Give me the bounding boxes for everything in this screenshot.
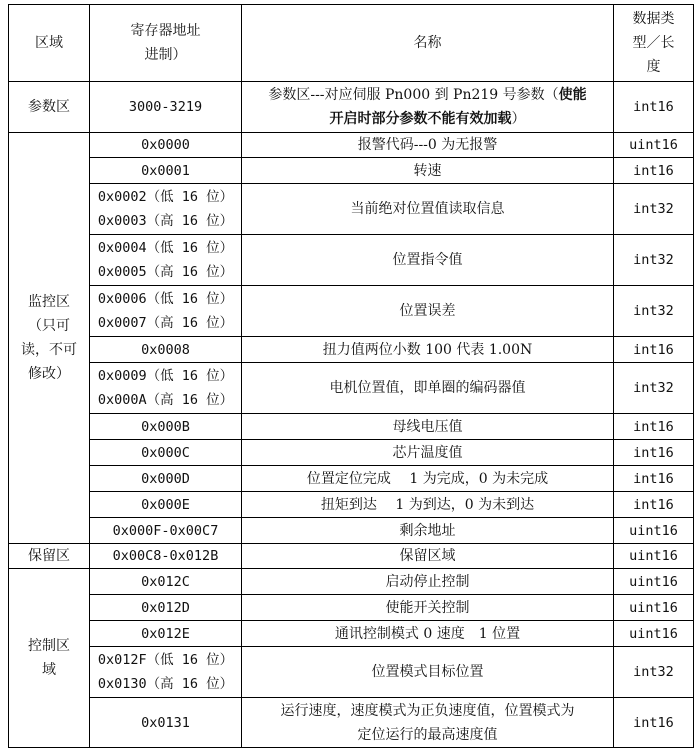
register-type: uint16 xyxy=(614,569,694,595)
reserved-name: 保留区域 xyxy=(242,544,614,569)
table-row xyxy=(9,414,694,440)
register-address: 0x0008 xyxy=(90,337,242,363)
register-type: uint16 xyxy=(614,595,694,621)
register-address: 0x0001 xyxy=(90,158,242,184)
register-address: 0x0004（低 16 位） 0x0005（高 16 位） xyxy=(90,235,242,286)
register-address: 0x012F（低 16 位） 0x0130（高 16 位） xyxy=(90,647,242,698)
register-name: 位置定位完成 1 为完成，0 为未完成 xyxy=(242,466,614,492)
register-address: 0x012C xyxy=(90,569,242,595)
register-name: 运行速度，速度模式为正负速度值，位置模式为 定位运行的最高速度值 xyxy=(242,698,614,748)
register-type: int16 xyxy=(614,698,694,748)
register-type: int16 xyxy=(614,466,694,492)
register-type: uint16 xyxy=(614,133,694,158)
table-row xyxy=(9,569,694,595)
register-name: 位置误差 xyxy=(242,286,614,337)
table-row xyxy=(9,698,694,748)
register-name: 报警代码---0 为无报警 xyxy=(242,133,614,158)
table-row xyxy=(9,518,694,544)
table-row xyxy=(9,235,694,286)
header-row xyxy=(9,5,694,82)
register-type: int32 xyxy=(614,184,694,235)
control-area: 控制区 域 xyxy=(9,569,90,748)
register-address: 0x000D xyxy=(90,466,242,492)
register-address: 0x0131 xyxy=(90,698,242,748)
register-name: 扭力值两位小数 100 代表 1.00N xyxy=(242,337,614,363)
register-address: 0x000F-0x00C7 xyxy=(90,518,242,544)
register-name: 通讯控制模式 0 速度 1 位置 xyxy=(242,621,614,647)
register-type: int32 xyxy=(614,363,694,414)
register-name: 母线电压值 xyxy=(242,414,614,440)
register-type: int32 xyxy=(614,647,694,698)
register-type: int32 xyxy=(614,286,694,337)
register-table xyxy=(8,4,694,748)
reserved-row xyxy=(9,544,694,569)
register-address: 0x000E xyxy=(90,492,242,518)
register-address: 0x000B xyxy=(90,414,242,440)
register-address: 0x012D xyxy=(90,595,242,621)
register-name: 位置指令值 xyxy=(242,235,614,286)
table-row xyxy=(9,337,694,363)
table-row xyxy=(9,621,694,647)
register-address: 0x0006（低 16 位） 0x0007（高 16 位） xyxy=(90,286,242,337)
register-type: int32 xyxy=(614,235,694,286)
register-type: uint16 xyxy=(614,518,694,544)
table-row xyxy=(9,158,694,184)
table-row xyxy=(9,466,694,492)
header-address: 寄存器地址 进制） xyxy=(90,5,242,82)
register-name: 电机位置值，即单圈的编码器值 xyxy=(242,363,614,414)
register-name: 扭矩到达 1 为到达，0 为未到达 xyxy=(242,492,614,518)
reserved-type: uint16 xyxy=(614,544,694,569)
table-row xyxy=(9,286,694,337)
header-type: 数据类 型／长 度 xyxy=(614,5,694,82)
register-type: int16 xyxy=(614,440,694,466)
register-address: 0x0002（低 16 位） 0x0003（高 16 位） xyxy=(90,184,242,235)
register-type: uint16 xyxy=(614,621,694,647)
register-name: 当前绝对位置值读取信息 xyxy=(242,184,614,235)
register-type: int16 xyxy=(614,492,694,518)
register-name: 使能开关控制 xyxy=(242,595,614,621)
register-address: 0x000C xyxy=(90,440,242,466)
register-name: 位置模式目标位置 xyxy=(242,647,614,698)
param-address: 3000-3219 xyxy=(90,82,242,133)
header-name: 名称 xyxy=(242,5,614,82)
reserved-address: 0x00C8-0x012B xyxy=(90,544,242,569)
register-address: 0x0000 xyxy=(90,133,242,158)
table-row xyxy=(9,647,694,698)
param-area: 参数区 xyxy=(9,82,90,133)
register-name: 转速 xyxy=(242,158,614,184)
register-type: int16 xyxy=(614,158,694,184)
register-name: 剩余地址 xyxy=(242,518,614,544)
table-row xyxy=(9,595,694,621)
table-row xyxy=(9,363,694,414)
monitor-area: 监控区 （只可 读，不可 修改） xyxy=(9,133,90,544)
register-address: 0x012E xyxy=(90,621,242,647)
param-type: int16 xyxy=(614,82,694,133)
header-area: 区域 xyxy=(9,5,90,82)
param-row xyxy=(9,82,694,133)
reserved-area: 保留区 xyxy=(9,544,90,569)
table-row xyxy=(9,133,694,158)
table-row xyxy=(9,184,694,235)
table-row xyxy=(9,492,694,518)
register-type: int16 xyxy=(614,414,694,440)
table-row xyxy=(9,440,694,466)
register-name: 芯片温度值 xyxy=(242,440,614,466)
register-type: int16 xyxy=(614,337,694,363)
param-name: 参数区---对应伺服 Pn000 到 Pn219 号参数（使能 开启时部分参数不能有效加载） xyxy=(242,82,614,133)
register-address: 0x0009（低 16 位） 0x000A（高 16 位） xyxy=(90,363,242,414)
register-name: 启动停止控制 xyxy=(242,569,614,595)
